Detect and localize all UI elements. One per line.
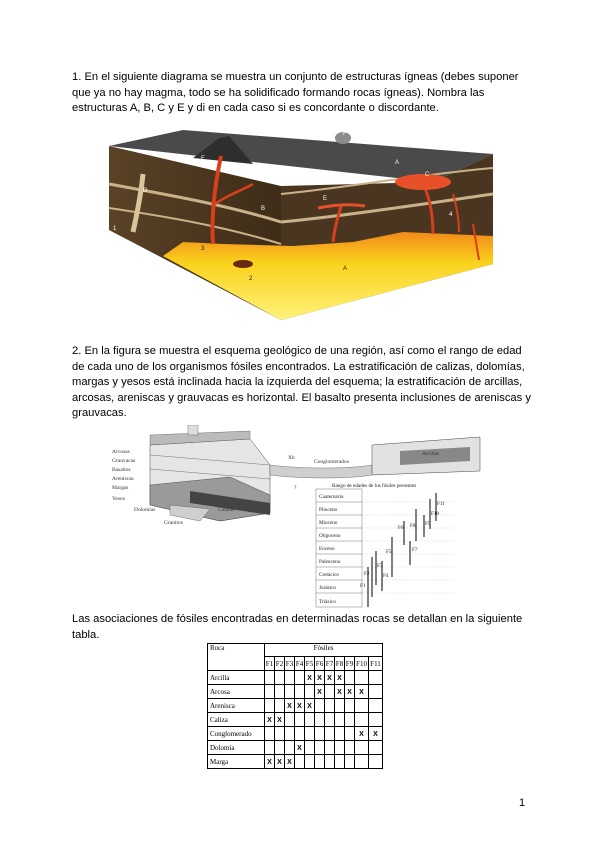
cell-f5: [305, 755, 315, 769]
cell-f4: [295, 671, 305, 685]
cell-f3: [285, 685, 295, 699]
presence-mark: X: [373, 730, 378, 738]
period-eoceno: Eoceno: [319, 546, 335, 552]
table-row: [208, 755, 383, 769]
period-paleoceno: Paleoceno: [319, 559, 341, 565]
cell-f9: [345, 699, 355, 713]
cell-f9: [345, 671, 355, 685]
laccolith-c: [395, 174, 451, 190]
cell-f3: [285, 741, 295, 755]
table-row: [208, 741, 383, 755]
presence-mark: X: [297, 744, 302, 752]
cell-f3: [285, 699, 295, 713]
cell-f7: [325, 755, 335, 769]
cell-f7: [325, 741, 335, 755]
presence-mark: X: [337, 688, 342, 696]
cell-f6: [315, 685, 325, 699]
table-row: [208, 713, 383, 727]
cell-f9: [345, 713, 355, 727]
label-a: A: [343, 266, 348, 272]
column-header-f4: F4: [295, 657, 305, 671]
column-header-f5: F5: [305, 657, 315, 671]
presence-mark: X: [297, 702, 302, 710]
column-header-f3: F3: [285, 657, 295, 671]
rock-name: Caliza: [208, 713, 265, 727]
geological-scheme: [110, 425, 490, 610]
question-3-text: Las asociaciones de fósiles encontradas en determinadas rocas se detallan en la siguiente tabla.: [72, 613, 523, 641]
presence-mark: X: [287, 702, 292, 710]
fossil-label-f8: F8: [410, 523, 416, 529]
cell-f4: [295, 755, 305, 769]
cell-f11: [369, 699, 383, 713]
cell-f8: [335, 685, 345, 699]
cell-f3: [285, 727, 295, 741]
cell-f5: [305, 699, 315, 713]
period-list: [316, 489, 362, 607]
xenolith: [233, 260, 253, 268]
fossil-label-f3: F3: [377, 563, 383, 569]
cell-f7: [325, 699, 335, 713]
cell-f5: [305, 713, 315, 727]
label-arcosas: Arcosas: [112, 449, 130, 455]
label-2: 2: [249, 276, 253, 282]
cell-f4: [295, 713, 305, 727]
period-mioceno: Mioceno: [319, 520, 338, 526]
rock-name: Marga: [208, 755, 265, 769]
presence-mark: X: [359, 730, 364, 738]
cell-f3: [285, 713, 295, 727]
presence-mark: X: [277, 716, 282, 724]
cell-f1: [265, 699, 275, 713]
presence-mark: X: [287, 758, 292, 766]
column-header-f1: F1: [265, 657, 275, 671]
cell-f6: [315, 699, 325, 713]
cell-f7: [325, 685, 335, 699]
period-oligoceno: Oligoceno: [319, 533, 341, 539]
label-basaltos: Basaltos: [112, 467, 131, 473]
fossil-label-f5: F5: [386, 549, 392, 555]
page-number: 1: [519, 797, 526, 809]
cell-f2: [275, 671, 285, 685]
cell-f2: [275, 699, 285, 713]
label-c: C: [425, 172, 430, 178]
presence-mark: X: [359, 688, 364, 696]
presence-mark: X: [277, 758, 282, 766]
label-d: D: [143, 188, 148, 194]
fossil-label-f2: F2: [364, 571, 370, 577]
period-jurasico: Jurásico: [319, 585, 336, 591]
label-f-cloud: F: [343, 131, 347, 137]
cell-f2: [275, 685, 285, 699]
label-f: F: [201, 156, 205, 162]
label-e: E: [323, 196, 328, 202]
presence-mark: X: [307, 674, 312, 682]
cell-f6: [315, 755, 325, 769]
rock-name: Conglomerado: [208, 727, 265, 741]
label-3: 3: [201, 246, 205, 252]
cell-f3: [285, 671, 295, 685]
cell-f10: [355, 699, 369, 713]
cell-f2: [275, 741, 285, 755]
igneous-structures-diagram: [103, 124, 495, 324]
cell-f10: [355, 713, 369, 727]
fossil-label-f9: F9: [425, 521, 431, 527]
cell-f10: [355, 685, 369, 699]
cell-f9: [345, 741, 355, 755]
cell-f8: [335, 671, 345, 685]
rock-name: Dolomía: [208, 741, 265, 755]
cell-f5: [305, 685, 315, 699]
cell-f1: [265, 727, 275, 741]
cell-f7: [325, 671, 335, 685]
column-header-f2: F2: [275, 657, 285, 671]
cell-f11: [369, 755, 383, 769]
cell-f9: [345, 755, 355, 769]
fossil-label-f6: F6: [398, 525, 404, 531]
presence-mark: X: [317, 674, 322, 682]
column-header-f9: F9: [345, 657, 355, 671]
label-arcillas: Arcillas: [422, 451, 440, 457]
cell-f4: [295, 685, 305, 699]
cell-f7: [325, 727, 335, 741]
cell-f5: [305, 671, 315, 685]
cell-f10: [355, 755, 369, 769]
label-granitos: Granitos: [164, 520, 183, 526]
presence-mark: X: [307, 702, 312, 710]
cell-f10: [355, 727, 369, 741]
cell-f10: [355, 741, 369, 755]
column-header-f11: F11: [369, 657, 383, 671]
presence-mark: X: [337, 674, 342, 682]
label-margas: Margas: [112, 485, 129, 491]
period-plioceno: Plioceno: [319, 507, 338, 513]
cell-f3: [285, 755, 295, 769]
header-fossils: Fósiles: [265, 644, 383, 657]
label-areniscas: Areniscas: [112, 476, 134, 482]
cell-f8: [335, 727, 345, 741]
cell-f6: [315, 727, 325, 741]
cell-f11: [369, 727, 383, 741]
cell-f1: [265, 713, 275, 727]
question-mark: ?: [294, 485, 297, 491]
table-row: [208, 699, 383, 713]
label-yesos: Yesos: [112, 496, 125, 502]
label-b: B: [261, 206, 266, 212]
period-cuaternario: Cuaternario: [319, 494, 344, 500]
presence-mark: X: [317, 688, 322, 696]
cell-f1: [265, 741, 275, 755]
label-1: 1: [113, 226, 117, 232]
cell-f6: [315, 741, 325, 755]
cell-f2: [275, 755, 285, 769]
label-4: 4: [449, 212, 453, 218]
cell-f9: [345, 727, 355, 741]
fossil-label-f1: F1: [360, 583, 366, 589]
cell-f4: [295, 699, 305, 713]
cell-f8: [335, 755, 345, 769]
cell-f8: [335, 741, 345, 755]
presence-mark: X: [267, 716, 272, 724]
cell-f5: [305, 741, 315, 755]
cell-f1: [265, 671, 275, 685]
period-triasico: Triásico: [319, 599, 336, 605]
period-cretacico: Cretácico: [319, 572, 339, 578]
cell-f1: [265, 685, 275, 699]
cell-f7: [325, 713, 335, 727]
label-a-top: A: [395, 160, 400, 166]
label-grauvacas: Grauvacas: [112, 458, 136, 464]
cell-f2: [275, 713, 285, 727]
table-row: [208, 685, 383, 699]
presence-mark: X: [267, 758, 272, 766]
label-xb: Xb: [288, 455, 295, 461]
rock-name: Arenisca: [208, 699, 265, 713]
cell-f11: [369, 671, 383, 685]
cell-f11: [369, 741, 383, 755]
label-calizas: Calizas: [218, 507, 235, 513]
table-row: [208, 671, 383, 685]
fossil-label-f10: F10: [431, 511, 440, 517]
cell-f11: [369, 685, 383, 699]
question-1-text: 1. En el siguiente diagrama se muestra un conjunto de estructuras ígneas (debes suponer que ya no hay magma, todo se ha solidificado formando rocas ígneas). Nombra las estructuras A, B, C y E y di en cada caso si es concordante o discordante.: [72, 71, 519, 115]
cell-f10: [355, 671, 369, 685]
question-2-text: 2. En la figura se muestra el esquema geológico de una región, así como el rango de edad de cada uno de los organismos fósiles encontrados. La estratificación de calizas, dolomías, margas y yesos está inclinada hacia la izquierda del esquema; la estratificación de arcillas, arcosas, areniscas y grauvacas es horizontal. El basalto presenta inclusiones de areniscas y grauvacas.: [72, 345, 531, 420]
cell-f1: [265, 755, 275, 769]
cell-f8: [335, 713, 345, 727]
cell-f5: [305, 727, 315, 741]
label-dolomias: Dolomías: [134, 507, 156, 513]
range-title: Rango de edades de los fósiles presentes: [332, 483, 417, 489]
cell-f2: [275, 727, 285, 741]
cell-f11: [369, 713, 383, 727]
label-conglomerados: Conglomerados: [314, 459, 349, 465]
cell-f8: [335, 699, 345, 713]
cell-f4: [295, 741, 305, 755]
fossil-label-f7: F7: [412, 547, 418, 553]
column-header-f8: F8: [335, 657, 345, 671]
rock-name: Arcilla: [208, 671, 265, 685]
fossil-label-f11: F11: [437, 501, 445, 507]
column-header-f10: F10: [355, 657, 369, 671]
cell-f9: [345, 685, 355, 699]
cell-f4: [295, 727, 305, 741]
table-row: [208, 727, 383, 741]
column-header-f6: F6: [315, 657, 325, 671]
header-rock: Roca: [208, 644, 265, 671]
rock-name: Arcosa: [208, 685, 265, 699]
presence-mark: X: [347, 688, 352, 696]
fossil-table: [207, 643, 383, 769]
fossil-label-f4: F4: [383, 573, 389, 579]
cell-f6: [315, 713, 325, 727]
cell-f6: [315, 671, 325, 685]
presence-mark: X: [327, 674, 332, 682]
column-header-f7: F7: [325, 657, 335, 671]
magma-chamber: [163, 232, 493, 320]
